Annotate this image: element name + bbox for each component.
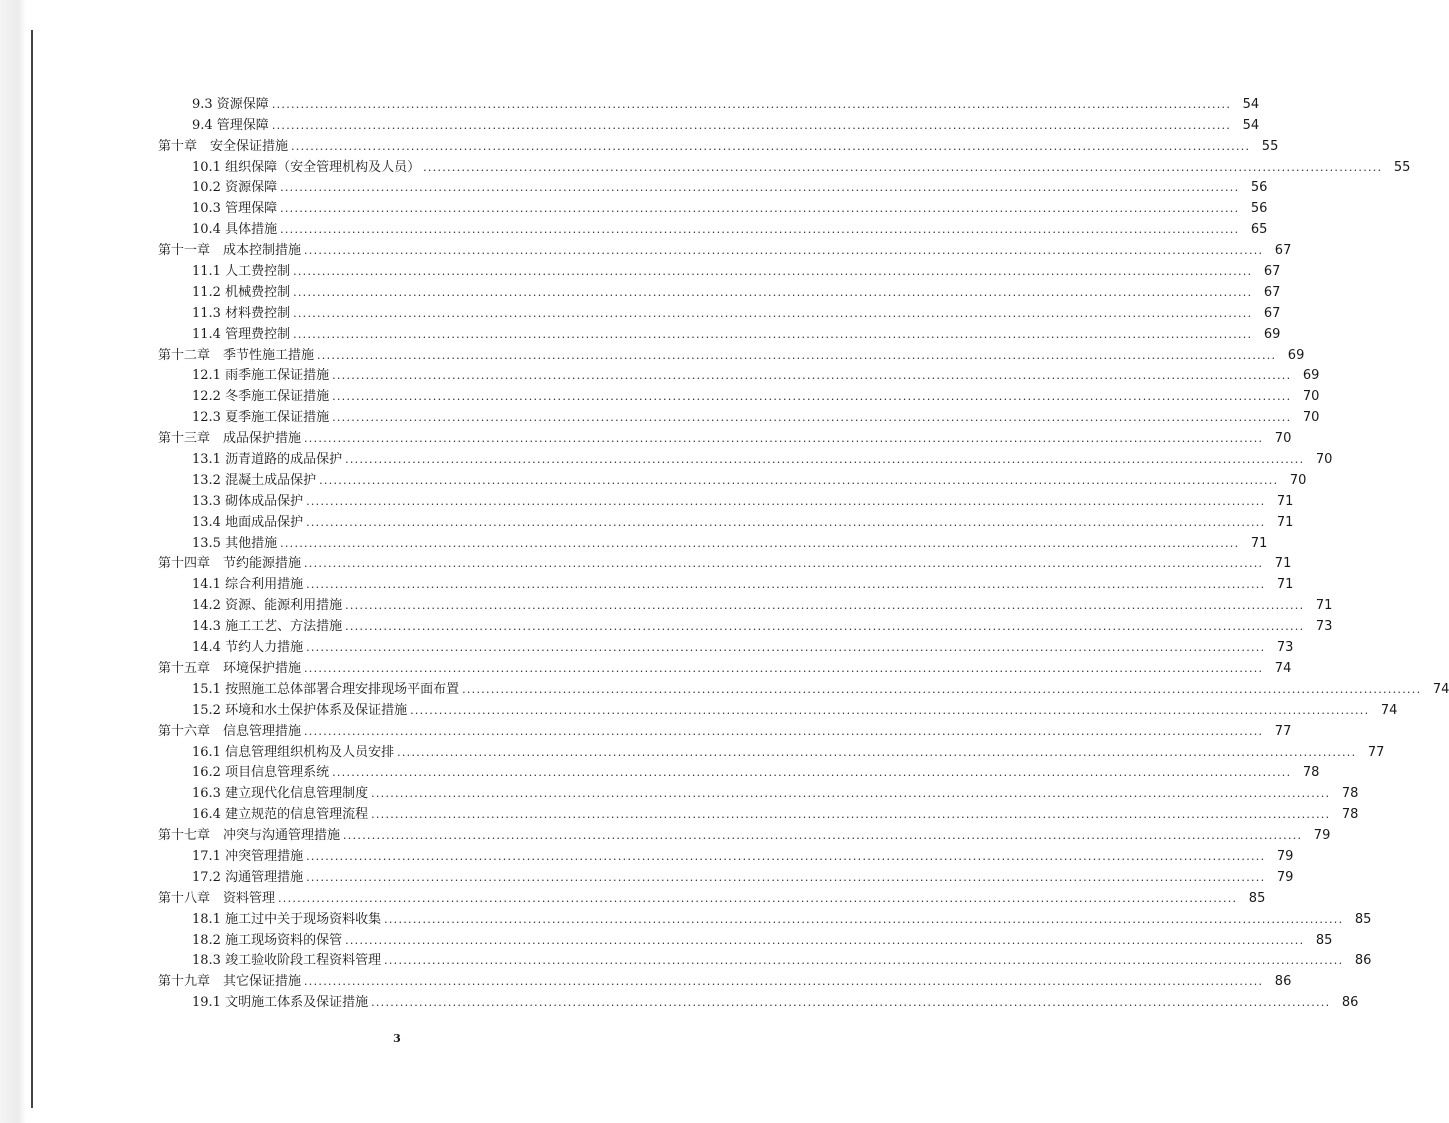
toc-section-entry <box>158 467 1307 488</box>
toc-dot-leader: ........................................................................................................................................................................................................ <box>278 891 1238 905</box>
toc-entry-title: 16.2 项目信息管理系统 <box>192 765 330 781</box>
toc-chapter-entry <box>158 885 1266 906</box>
toc-entry-page: 85 <box>1354 911 1372 927</box>
toc-entry-title: 10.2 资源保障 <box>192 180 278 196</box>
toc-entry-title: 第十章 安全保证措施 <box>158 138 289 154</box>
toc-chapter-entry <box>158 551 1292 572</box>
toc-entry-title: 12.3 夏季施工保证措施 <box>192 410 330 426</box>
toc-entry-title: 14.2 资源、能源利用措施 <box>192 598 343 614</box>
toc-entry-title: 18.1 施工过中关于现场资料收集 <box>192 911 382 927</box>
toc-dot-leader: ........................................................................................................................................................................................................ <box>304 244 1264 258</box>
toc-dot-leader: ........................................................................................................................................................................................................ <box>280 202 1240 216</box>
toc-section-entry <box>158 404 1320 426</box>
toc-dot-leader: ........................................................................................................................................................................................................ <box>306 641 1266 655</box>
toc-dot-leader: ........................................................................................................................................................................................................ <box>304 661 1264 675</box>
toc-dot-leader: ........................................................................................................................................................................................................ <box>317 348 1277 362</box>
toc-dot-leader: ........................................................................................................................................................................................................ <box>397 745 1357 759</box>
toc-entry-title: 第十六章 信息管理措施 <box>158 723 302 739</box>
toc-entry-page: 55 <box>1261 138 1279 154</box>
toc-entry-title: 15.1 按照施工总体部署合理安排现场平面布置 <box>192 681 460 697</box>
toc-entry-page: 54 <box>1242 117 1260 133</box>
toc-entry-page: 74 <box>1432 681 1449 697</box>
toc-dot-leader: ........................................................................................................................................................................................................ <box>280 536 1240 550</box>
toc-entry-page: 77 <box>1274 723 1292 739</box>
toc-section-entry <box>158 906 1372 927</box>
toc-dot-leader: ........................................................................................................................................................................................................ <box>293 285 1253 299</box>
toc-dot-leader: ........................................................................................................................................................................................................ <box>345 620 1305 634</box>
toc-section-entry <box>158 739 1385 760</box>
toc-dot-leader: ........................................................................................................................................................................................................ <box>291 139 1251 153</box>
toc-entry-page: 71 <box>1250 535 1268 551</box>
toc-entry-title: 13.3 砌体成品保护 <box>192 493 304 509</box>
toc-dot-leader: ........................................................................................................................................................................................................ <box>343 829 1303 843</box>
toc-entry-page: 67 <box>1263 284 1281 300</box>
toc-section-entry <box>158 780 1359 802</box>
toc-section-entry <box>158 488 1294 509</box>
toc-dot-leader: ........................................................................................................................................................................................................ <box>332 766 1292 780</box>
toc-chapter-entry <box>158 342 1305 363</box>
toc-entry-title: 第十三章 成品保护措施 <box>158 431 302 447</box>
toc-dot-leader: ........................................................................................................................................................................................................ <box>280 223 1240 237</box>
toc-entry-title: 第十五章 环境保护措施 <box>158 660 302 676</box>
toc-section-entry <box>158 613 1333 635</box>
toc-dot-leader: ........................................................................................................................................................................................................ <box>462 682 1422 696</box>
toc-entry-page: 78 <box>1341 786 1359 802</box>
toc-dot-leader: ........................................................................................................................................................................................................ <box>293 327 1253 341</box>
toc-dot-leader: ........................................................................................................................................................................................................ <box>293 265 1253 279</box>
toc-entry-page: 71 <box>1276 577 1294 593</box>
toc-dot-leader: ........................................................................................................................................................................................................ <box>345 933 1305 947</box>
page-number: 3 <box>393 1032 401 1045</box>
toc-entry-title: 13.1 沥青道路的成品保护 <box>192 452 343 468</box>
toc-entry-page: 79 <box>1313 828 1331 844</box>
toc-entry-page: 79 <box>1276 848 1294 864</box>
toc-entry-title: 14.4 节约人力措施 <box>192 640 304 656</box>
toc-section-entry <box>158 676 1449 697</box>
toc-entry-page: 71 <box>1276 493 1294 509</box>
toc-entry-title: 第十二章 季节性施工措施 <box>158 347 315 363</box>
toc-dot-leader: ........................................................................................................................................................................................................ <box>423 160 1383 174</box>
toc-dot-leader: ........................................................................................................................................................................................................ <box>271 118 1232 132</box>
toc-section-entry <box>158 948 1372 969</box>
toc-chapter-entry <box>158 822 1331 844</box>
toc-chapter-entry <box>158 133 1279 154</box>
toc-entry-title: 14.1 综合利用措施 <box>192 577 304 593</box>
toc-entry-page: 78 <box>1302 765 1320 781</box>
toc-dot-leader: ........................................................................................................................................................................................................ <box>306 870 1266 884</box>
toc-entry-title: 13.4 地面成品保护 <box>192 514 304 530</box>
toc-dot-leader: ........................................................................................................................................................................................................ <box>319 473 1279 487</box>
toc-section-entry <box>158 175 1268 196</box>
toc-entry-title: 18.2 施工现场资料的保管 <box>192 932 343 948</box>
toc-section-entry <box>158 112 1260 133</box>
toc-entry-page: 78 <box>1341 807 1359 823</box>
toc-dot-leader: ........................................................................................................................................................................................................ <box>371 996 1331 1010</box>
toc-entry-title: 第十一章 成本控制措施 <box>158 243 302 259</box>
toc-section-entry <box>158 634 1294 656</box>
toc-entry-page: 69 <box>1302 368 1320 384</box>
toc-entry-page: 73 <box>1315 619 1333 635</box>
toc-section-entry <box>158 91 1260 112</box>
toc-entry-page: 85 <box>1248 890 1266 906</box>
toc-entry-title: 13.5 其他措施 <box>192 535 278 551</box>
toc-entry-title: 16.3 建立现代化信息管理制度 <box>192 786 369 802</box>
toc-entry-page: 86 <box>1341 995 1359 1011</box>
toc-section-entry <box>158 571 1294 593</box>
toc-entry-title: 16.4 建立规范的信息管理流程 <box>192 807 369 823</box>
toc-entry-title: 第十七章 冲突与沟通管理措施 <box>158 828 341 844</box>
toc-entry-title: 第十四章 节约能源措施 <box>158 556 302 572</box>
toc-entry-page: 77 <box>1367 744 1385 760</box>
toc-dot-leader: ........................................................................................................................................................................................................ <box>332 390 1292 404</box>
toc-entry-page: 70 <box>1302 389 1320 405</box>
toc-dot-leader: ........................................................................................................................................................................................................ <box>280 181 1240 195</box>
toc-dot-leader: ........................................................................................................................................................................................................ <box>332 411 1292 425</box>
toc-chapter-entry <box>158 718 1292 739</box>
toc-entry-page: 85 <box>1315 932 1333 948</box>
toc-entry-title: 10.4 具体措施 <box>192 222 278 238</box>
toc-dot-leader: ........................................................................................................................................................................................................ <box>371 808 1331 822</box>
toc-entry-page: 65 <box>1250 222 1268 238</box>
toc-dot-leader: ........................................................................................................................................................................................................ <box>306 578 1266 592</box>
toc-section-entry <box>158 530 1268 551</box>
toc-entry-title: 18.3 竣工验收阶段工程资料管理 <box>192 953 382 969</box>
toc-dot-leader: ........................................................................................................................................................................................................ <box>304 724 1264 738</box>
toc-section-entry <box>158 321 1281 342</box>
toc-entry-page: 74 <box>1274 660 1292 676</box>
toc-section-entry <box>158 258 1281 280</box>
toc-section-entry <box>158 446 1333 468</box>
toc-entry-title: 11.4 管理费控制 <box>192 326 291 342</box>
toc-dot-leader: ........................................................................................................................................................................................................ <box>293 306 1253 320</box>
toc-entry-page: 69 <box>1287 347 1305 363</box>
toc-chapter-entry <box>158 968 1292 990</box>
toc-section-entry <box>158 195 1268 217</box>
toc-entry-page: 74 <box>1380 702 1398 718</box>
toc-entry-page: 86 <box>1274 974 1292 990</box>
toc-entry-page: 70 <box>1315 452 1333 468</box>
toc-entry-title: 11.1 人工费控制 <box>192 264 291 280</box>
toc-entry-page: 67 <box>1263 264 1281 280</box>
toc-dot-leader: ........................................................................................................................................................................................................ <box>306 515 1266 529</box>
toc-section-entry <box>158 697 1398 718</box>
toc-entry-page: 67 <box>1274 243 1292 259</box>
toc-section-entry <box>158 927 1333 948</box>
toc-entry-page: 70 <box>1289 472 1307 488</box>
toc-section-entry <box>158 383 1320 405</box>
toc-section-entry <box>158 843 1294 864</box>
toc-chapter-entry <box>158 655 1292 676</box>
scan-binding-line <box>31 30 33 1108</box>
toc-section-entry <box>158 592 1333 614</box>
toc-entry-page: 69 <box>1263 326 1281 342</box>
toc-entry-page: 71 <box>1276 514 1294 530</box>
toc-section-entry <box>158 801 1359 823</box>
toc-dot-leader: ........................................................................................................................................................................................................ <box>306 494 1266 508</box>
toc-dot-leader: ........................................................................................................................................................................................................ <box>304 975 1264 989</box>
scan-shadow-edge <box>0 0 26 1123</box>
toc-section-entry <box>158 864 1294 885</box>
toc-entry-page: 71 <box>1315 598 1333 614</box>
toc-dot-leader: ........................................................................................................................................................................................................ <box>345 453 1305 467</box>
toc-entry-page: 79 <box>1276 869 1294 885</box>
toc-section-entry <box>158 300 1281 321</box>
toc-dot-leader: ........................................................................................................................................................................................................ <box>304 432 1264 446</box>
toc-dot-leader: ........................................................................................................................................................................................................ <box>332 369 1292 383</box>
toc-entry-title: 13.2 混凝土成品保护 <box>192 472 317 488</box>
toc-entry-page: 55 <box>1393 159 1411 175</box>
toc-dot-leader: ........................................................................................................................................................................................................ <box>384 912 1344 926</box>
toc-entry-title: 11.3 材料费控制 <box>192 305 291 321</box>
toc-entry-title: 9.4 管理保障 <box>192 117 269 133</box>
toc-section-entry <box>158 989 1359 1011</box>
toc-entry-title: 12.2 冬季施工保证措施 <box>192 389 330 405</box>
toc-entry-page: 54 <box>1242 96 1260 112</box>
toc-entry-title: 第十九章 其它保证措施 <box>158 974 302 990</box>
toc-dot-leader: ........................................................................................................................................................................................................ <box>306 849 1266 863</box>
toc-entry-page: 70 <box>1302 410 1320 426</box>
toc-entry-page: 73 <box>1276 640 1294 656</box>
toc-chapter-entry <box>158 425 1292 447</box>
toc-dot-leader: ........................................................................................................................................................................................................ <box>304 557 1264 571</box>
toc-entry-title: 第十八章 资料管理 <box>158 890 276 906</box>
toc-section-entry <box>158 509 1294 530</box>
toc-entry-title: 9.3 资源保障 <box>192 96 269 112</box>
toc-dot-leader: ........................................................................................................................................................................................................ <box>271 97 1232 111</box>
toc-chapter-entry <box>158 237 1292 259</box>
toc-entry-title: 12.1 雨季施工保证措施 <box>192 368 330 384</box>
toc-section-entry <box>158 279 1281 300</box>
toc-section-entry <box>158 216 1268 238</box>
toc-section-entry <box>158 760 1320 781</box>
toc-entry-page: 67 <box>1263 305 1281 321</box>
toc-entry-title: 10.3 管理保障 <box>192 201 278 217</box>
toc-entry-title: 11.2 机械费控制 <box>192 284 291 300</box>
toc-entry-title: 15.2 环境和水土保护体系及保证措施 <box>192 702 408 718</box>
toc-dot-leader: ........................................................................................................................................................................................................ <box>345 599 1305 613</box>
toc-entry-title: 10.1 组织保障（安全管理机构及人员） <box>192 159 421 175</box>
toc-section-entry <box>158 363 1320 384</box>
toc-entry-page: 56 <box>1250 180 1268 196</box>
toc-entry-page: 71 <box>1274 556 1292 572</box>
toc-entry-title: 17.2 沟通管理措施 <box>192 869 304 885</box>
toc-dot-leader: ........................................................................................................................................................................................................ <box>371 787 1331 801</box>
toc-entry-page: 56 <box>1250 201 1268 217</box>
toc-entry-page: 86 <box>1354 953 1372 969</box>
toc-entry-title: 17.1 冲突管理措施 <box>192 848 304 864</box>
toc-entry-title: 14.3 施工工艺、方法措施 <box>192 619 343 635</box>
toc-section-entry <box>158 154 1411 175</box>
toc-entry-title: 16.1 信息管理组织机构及人员安排 <box>192 744 395 760</box>
toc-dot-leader: ........................................................................................................................................................................................................ <box>410 703 1370 717</box>
toc-entry-page: 70 <box>1274 431 1292 447</box>
table-of-contents <box>158 91 1449 1011</box>
toc-entry-title: 19.1 文明施工体系及保证措施 <box>192 995 369 1011</box>
toc-dot-leader: ........................................................................................................................................................................................................ <box>384 954 1344 968</box>
